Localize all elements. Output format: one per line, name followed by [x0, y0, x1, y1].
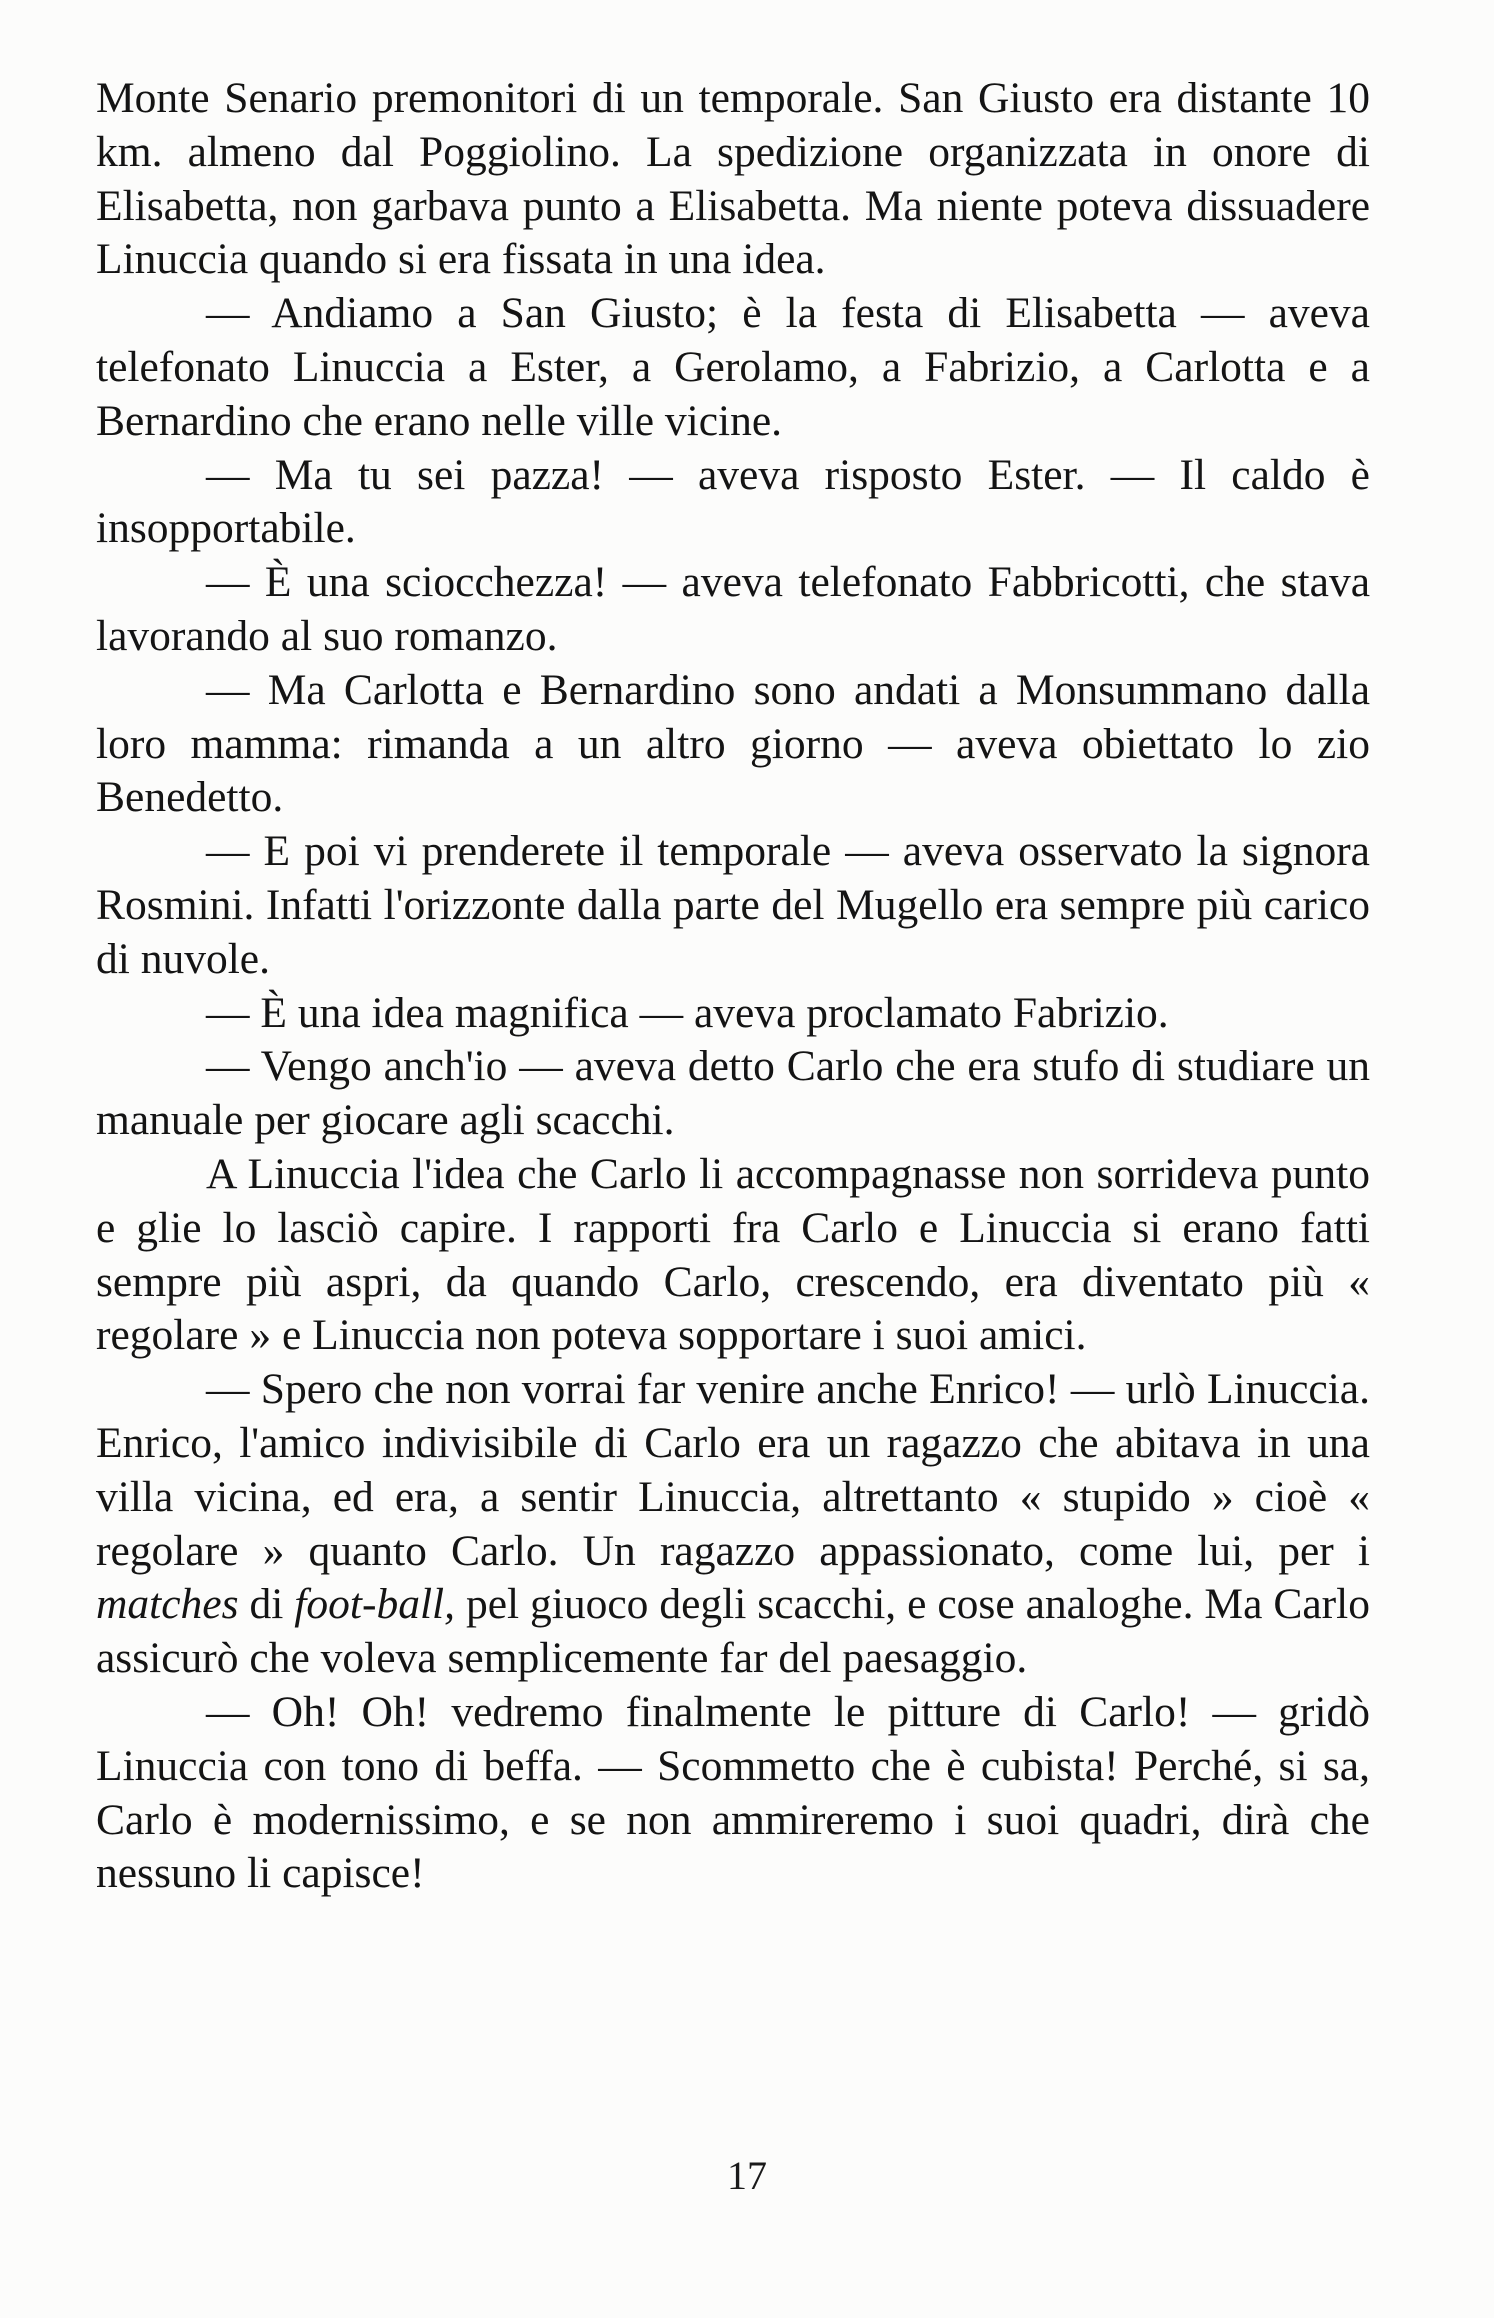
paragraph-text: — È una idea magnifica — aveva proclamato Fabrizio.	[206, 988, 1169, 1037]
paragraph-text: pel giuoco degli scacchi, e cose analoghe. Ma Carlo assicurò che voleva semplicemente far del paesaggio.	[96, 1580, 1370, 1683]
page-number: 17	[727, 2153, 767, 2198]
paragraph	[96, 1040, 1370, 1148]
paragraph-text: — Ma tu sei pazza! — aveva risposto Ester. — Il caldo è insopportabile.	[96, 450, 1370, 553]
paragraph-text: — Vengo anch'io — aveva detto Carlo che era stufo di studiare un manuale per giocare agli scacchi.	[96, 1042, 1370, 1145]
paragraph-text: Monte Senario premonitori di un temporale. San Giusto era distante 10 km. almeno dal Poggiolino. La spedizione organizzata in onore di Elisabetta, non garbava punto a Elisabetta. Ma niente poteva dissuadere Linuccia quando si era fissata in una idea.	[96, 74, 1370, 284]
paragraph-text: A Linuccia l'idea che Carlo li accompagnasse non sorrideva punto e glie lo lasciò capire. I rapporti fra Carlo e Linuccia si erano fatti sempre più aspri, da quando Carlo, crescendo, era diventato più « regolare » e Linuccia non poteva sopportare i suoi amici.	[96, 1149, 1370, 1360]
paragraph-text: di	[238, 1580, 295, 1629]
paragraph	[96, 1363, 1370, 1686]
paragraph	[96, 825, 1370, 986]
paragraph	[96, 1686, 1370, 1901]
paragraph	[96, 72, 1370, 287]
paragraph	[96, 987, 1370, 1041]
body-text	[96, 72, 1370, 1901]
paragraph-text: — Andiamo a San Giusto; è la festa di Elisabetta — aveva telefonato Linuccia a Ester, a Gerolamo, a Fabrizio, a Carlotta e a Bernardino che erano nelle ville vicine.	[96, 289, 1370, 445]
paragraph-text: — E poi vi prenderete il temporale — aveva osservato la signora Rosmini. Infatti l'orizzonte dalla parte del Mugello era sempre più carico di nuvole.	[96, 827, 1370, 983]
paragraph	[96, 664, 1370, 825]
paragraph-text: — Spero che non vorrai far venire anche Enrico! — urlò Linuccia. Enrico, l'amico indivisibile di Carlo era un ragazzo che abitava in una villa vicina, ed era, a sentir Linuccia, altrettanto « stupido » cioè « regolare » quanto Carlo. Un ragazzo appassionato, come lui, per i	[96, 1365, 1370, 1575]
paragraph-text: — Ma Carlotta e Bernardino sono andati a Monsummano dalla loro mamma: rimanda a un altro giorno — aveva obiettato lo zio Benedetto.	[96, 665, 1370, 822]
paragraph	[96, 287, 1370, 448]
italic-term-football: foot-ball,	[294, 1580, 455, 1629]
paragraph	[96, 556, 1370, 664]
paragraph	[96, 1148, 1370, 1363]
paragraph	[96, 449, 1370, 557]
paragraph-text: — Oh! Oh! vedremo finalmente le pitture di Carlo! — gridò Linuccia con tono di beffa. — Scommetto che è cubista! Perché, si sa, Carlo è modernissimo, e se non ammireremo i suoi quadri, dirà che nessuno li capisce!	[96, 1687, 1370, 1898]
italic-term-matches: matches	[96, 1580, 239, 1629]
paragraph-text: — È una sciocchezza! — aveva telefonato Fabbricotti, che stava lavorando al suo romanzo.	[96, 558, 1370, 660]
